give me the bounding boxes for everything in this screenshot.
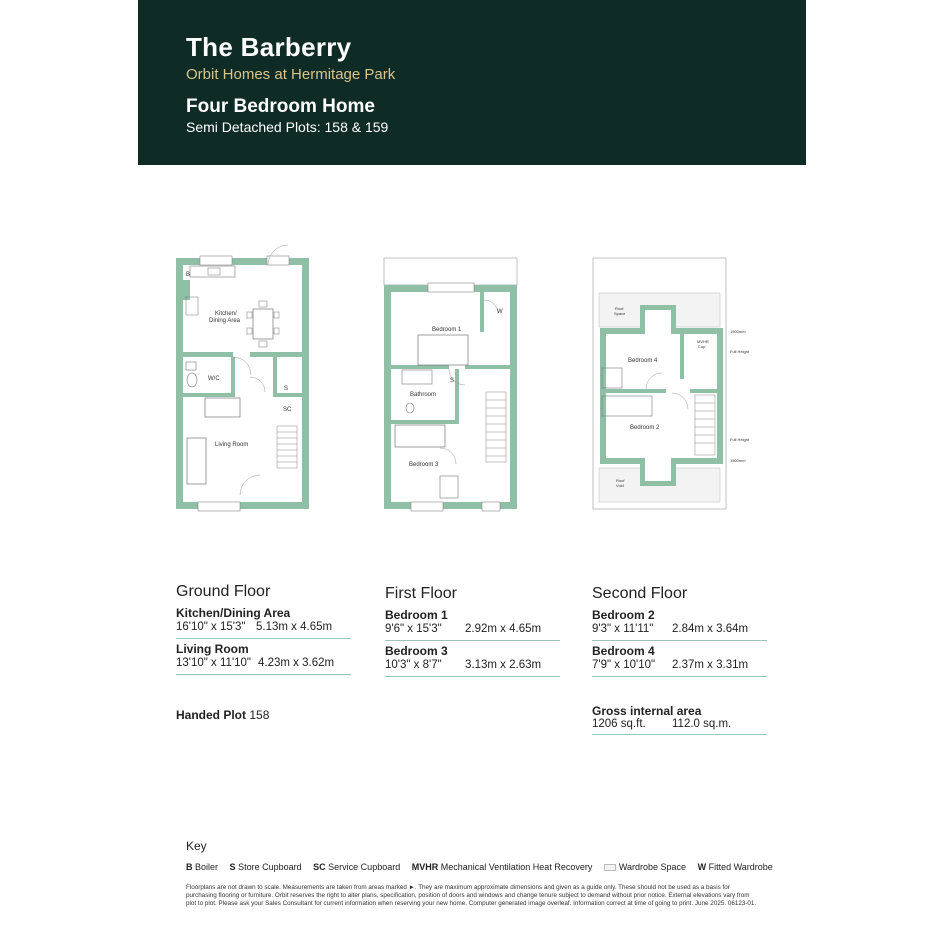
bedroom-1-label: Bedroom 1 [432,327,462,333]
first-floor-title: First Floor [385,585,457,602]
gia-sqft: 1206 sq.ft. [592,718,646,730]
boiler-label: B [186,272,191,278]
divider [176,638,351,639]
divider [176,674,351,675]
wc-label: W/C [208,376,220,382]
store-cupboard-label: S [284,386,289,392]
room-bedroom-1 [385,608,560,635]
handed-plot [176,708,269,722]
disclaimer-text: Floorplans are not drawn to scale. Measurements are taken from areas marked ►. They are maximum approximate dimensions and given as a guide only. These should not be used as a basis for purchasing flooring or furniture. Orbit reserves the right to alter plans, specification, position of doors and windows and change tenure subject to demand without prior notice. External elevations vary from plot to plot. Please ask your Sales Consultant for current information when reserving your new home. Computer generated image overleaf. Information correct at time of going to print. June 2025. 06123-01. [186,884,757,907]
bathroom-label: Bathroom [410,392,437,398]
height-1500-top: 1500mm [730,329,746,334]
store-cupboard-label-first: S [450,378,455,384]
room-bedroom-2 [592,608,767,635]
room-metric: 4.23m x 3.62m [258,657,335,669]
room-name: Bedroom 1 [385,608,448,622]
home-type: Four Bedroom Home [186,96,375,117]
first-floor-plan [384,258,517,511]
room-imperial: 7'9" x 10'10" [592,659,656,671]
mvhr-label: MVHR [697,339,709,344]
key-item-boiler: B Boiler [186,862,219,872]
room-metric: 5.13m x 4.65m [256,621,333,633]
room-name: Bedroom 4 [592,644,655,658]
wardrobe-space-swatch [604,864,616,871]
divider [592,676,767,677]
key-legend [186,862,782,872]
divider [592,640,767,641]
room-imperial: 16'10" x 15'3" [176,621,246,633]
ground-floor-plan [176,245,309,511]
roof-space-label-1: Roof [615,306,624,311]
living-room-label: Living Room [215,442,249,448]
room-metric: 2.92m x 4.65m [465,623,542,635]
development-subtitle: Orbit Homes at Hermitage Park [186,66,396,83]
divider [592,734,767,735]
handed-plot-value: 158 [249,708,270,722]
room-imperial: 9'3" x 11'11" [592,623,654,635]
bedroom-3-label: Bedroom 3 [409,462,439,468]
divider [385,676,560,677]
second-floor-title: Second Floor [592,585,688,602]
room-kitchen-dining [176,606,351,633]
gia-sqm: 112.0 sq.m. [672,718,732,730]
height-1500-bottom: 1500mm [730,458,746,463]
kitchen-label: Kitchen/ [215,311,237,317]
ground-floor-title: Ground Floor [176,583,271,600]
key-item-wardrobe-space: Wardrobe Space [604,862,686,872]
room-metric: 2.37m x 3.31m [672,659,749,671]
full-height-top: Full Height [730,349,750,354]
room-name: Living Room [176,642,249,656]
room-imperial: 10'3" x 8'7" [385,659,442,671]
room-bedroom-4 [592,644,767,671]
key-item-fitted-wardrobe: W Fitted Wardrobe [697,862,773,872]
key-item-mvhr: MVHR Mechanical Ventilation Heat Recovery [411,862,593,872]
roof-void-label-1: Roof [616,478,625,483]
bedroom-2-label: Bedroom 2 [630,425,660,431]
room-bedroom-3 [385,644,560,671]
service-cupboard-label: SC [283,407,292,413]
room-imperial: 9'6" x 15'3" [385,623,442,635]
room-metric: 2.84m x 3.64m [672,623,749,635]
plot-numbers: Semi Detached Plots: 158 & 159 [186,119,389,135]
room-metric: 3.13m x 2.63m [465,659,542,671]
roof-space-label-2: Space [614,311,626,316]
room-imperial: 13'10" x 11'10" [176,657,252,669]
roof-void-label-2: Void [616,483,624,488]
room-name: Kitchen/Dining Area [176,606,291,620]
handed-plot-label: Handed Plot [176,708,247,722]
room-name: Bedroom 3 [385,644,448,658]
divider [385,640,560,641]
key-item-store: S Store Cupboard [229,862,302,872]
full-height-bottom: Full Height [730,437,750,442]
mvhr-cup-label: Cup' [698,344,707,349]
room-name: Bedroom 2 [592,608,655,622]
room-living [176,642,351,669]
bedroom-4-label: Bedroom 4 [628,358,658,364]
development-title: The Barberry [186,32,352,62]
key-title: Key [186,839,207,853]
key-item-service: SC Service Cupboard [313,862,401,872]
fitted-wardrobe-label: W [497,309,503,315]
second-floor-plan [593,258,750,509]
dining-area-label: Dining Area [209,318,241,324]
gia-title: Gross internal area [592,704,702,718]
